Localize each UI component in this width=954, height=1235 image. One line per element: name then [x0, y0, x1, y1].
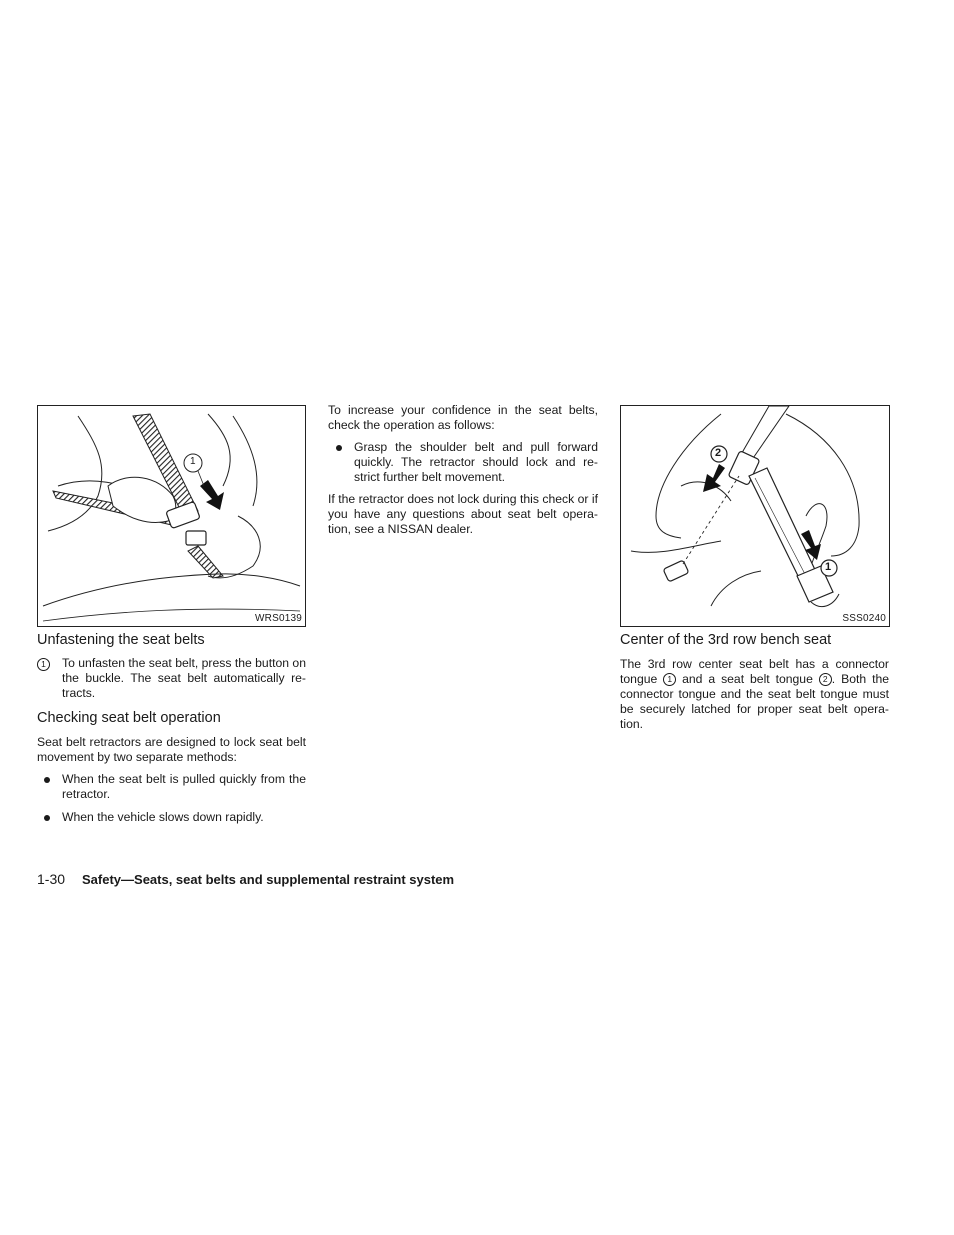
figure-code: WRS0139 — [255, 613, 302, 624]
heading-unfastening: Unfastening the seat belts — [37, 632, 205, 648]
figure-center-seat-belt — [620, 405, 890, 627]
callout-number-circle: 2 — [819, 673, 832, 686]
bullet-text: Grasp the shoulder belt and pull forward quickly. The retractor should lock and re-strict further belt movement. — [354, 440, 598, 484]
heading-center-seat: Center of the 3rd row bench seat — [620, 632, 832, 648]
bullet-icon — [44, 777, 50, 783]
center-belt-illustration — [621, 406, 889, 626]
bullet-icon — [44, 815, 50, 821]
page-number: 1-30 — [37, 871, 66, 887]
heading-checking: Checking seat belt operation — [37, 710, 221, 726]
unfastening-illustration — [38, 406, 305, 626]
figure-unfastening-belt — [37, 405, 306, 627]
bullet-text: When the seat belt is pulled quickly from the retractor. — [62, 772, 306, 801]
middle-intro: To increase your confidence in the seat belts, check the operation as follows: — [328, 403, 598, 432]
footer-section-title: Safety—Seats, seat belts and supplemental restraint system — [82, 872, 455, 887]
figure-callout-1: 1 — [190, 456, 196, 467]
checking-intro: Seat belt retractors are designed to lock seat belt movement by two separate methods: — [37, 735, 306, 764]
figure-callout-1: 1 — [825, 561, 832, 573]
middle-after: If the retractor does not lock during this check or if you have any questions about seat belt opera-tion, see a NISSAN dealer. — [328, 492, 598, 536]
callout-number-circle: 1 — [663, 673, 676, 686]
center-text-c: . Both the connector tongue and the seat belt tongue must be securely latched for proper seat belt opera-tion. — [620, 672, 890, 731]
step-1-text: To unfasten the seat belt, press the button on the buckle. The seat belt automatically re-tracts. — [62, 656, 306, 700]
figure-code: SSS0240 — [842, 613, 886, 624]
center-text-b: and a seat belt tongue — [682, 672, 813, 686]
center-text-a: The 3rd row center seat belt has a connector tongue — [620, 657, 889, 686]
bullet-icon — [336, 445, 342, 451]
center-body — [620, 657, 889, 732]
figure-callout-2: 2 — [715, 447, 722, 459]
step-number-circle: 1 — [37, 658, 50, 671]
bullet-text: When the vehicle slows down rapidly. — [62, 810, 264, 824]
